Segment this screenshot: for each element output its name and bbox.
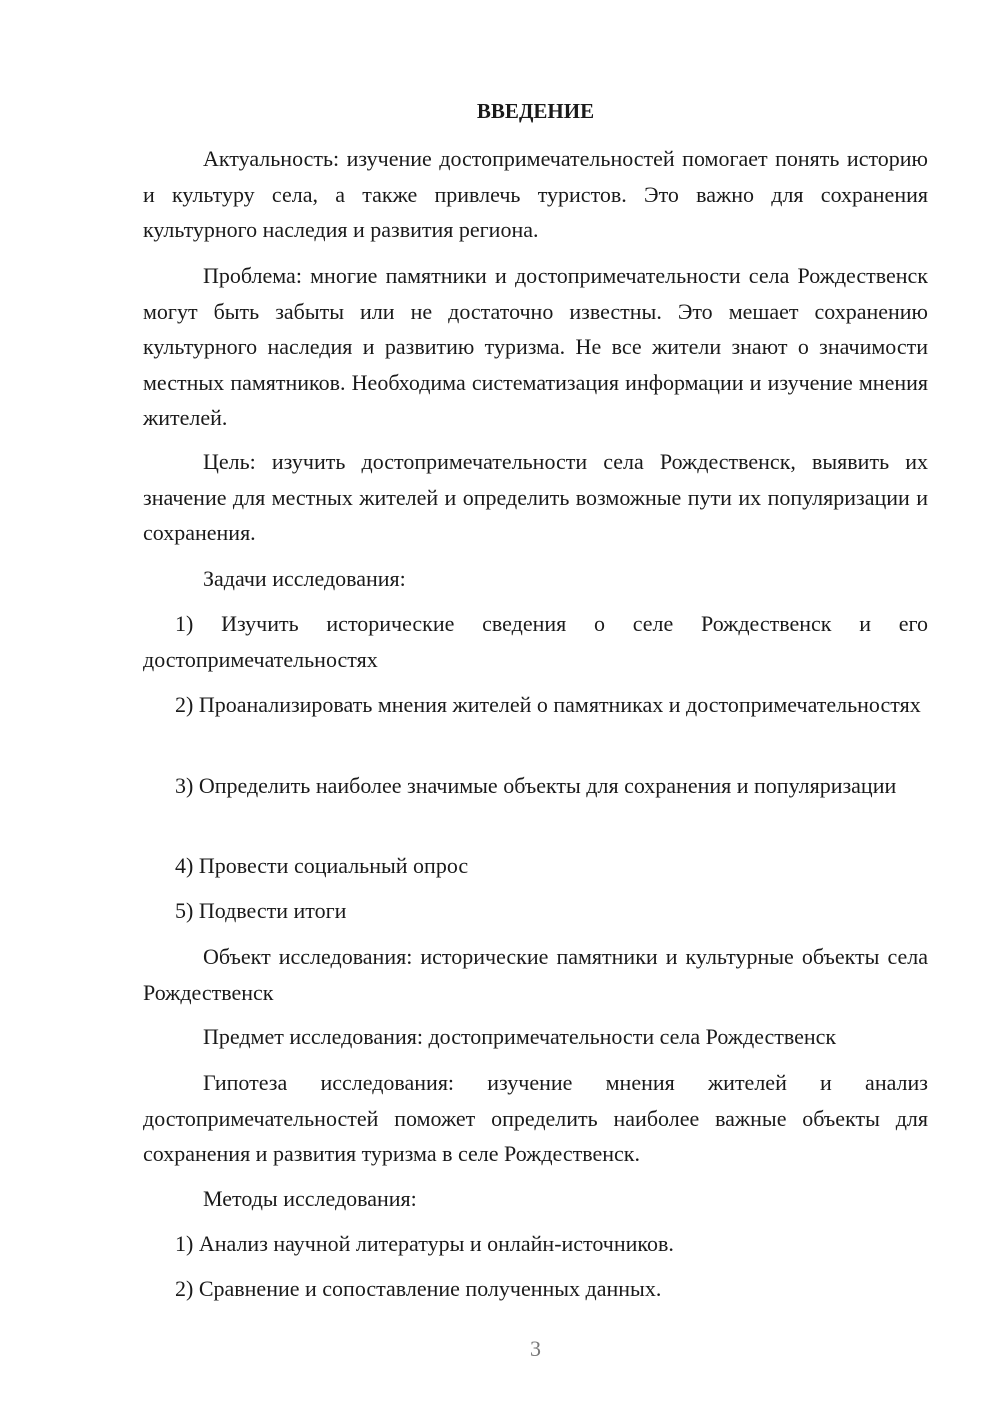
relevance-paragraph: Актуальность: изучение достопримечательностей помогает понять историю и культуру села, а также привлечь туристов. Это важно для сохранения культурного наследия и развития региона. bbox=[143, 146, 928, 242]
task-item-1: 1) Изучить исторические сведения о селе Рождественск и его достопримечательностях bbox=[143, 611, 928, 672]
task-item-2: 2) Проанализировать мнения жителей о памятниках и достопримечательностях bbox=[175, 692, 921, 717]
methods-heading: Методы исследования: bbox=[203, 1186, 417, 1211]
task-item-4: 4) Провести социальный опрос bbox=[175, 853, 469, 878]
method-item-2: 2) Сравнение и сопоставление полученных данных. bbox=[175, 1276, 662, 1301]
research-subject: Предмет исследования: достопримечательности села Рождественск bbox=[203, 1024, 837, 1049]
page-number: 3 bbox=[530, 1336, 541, 1361]
page-title: ВВЕДЕНИЕ bbox=[476, 99, 595, 123]
problem-paragraph: Проблема: многие памятники и достопримечательности села Рождественск могут быть забыты или не достаточно известны. Это мешает сохранению культурного наследия и развитию туризма. Не все жители знают о значимости местных памятников. Необходима систематизация информации и изучение мнения жителей. bbox=[143, 263, 928, 430]
tasks-heading: Задачи исследования: bbox=[203, 566, 406, 591]
goal-paragraph: Цель: изучить достопримечательности села Рождественск, выявить их значение для местных жителей и определить возможные пути их популяризации и сохранения. bbox=[143, 449, 928, 545]
task-item-5: 5) Подвести итоги bbox=[175, 898, 347, 923]
research-object: Объект исследования: исторические памятники и культурные объекты села Рождественск bbox=[143, 944, 928, 1005]
method-item-1: 1) Анализ научной литературы и онлайн-источников. bbox=[175, 1231, 674, 1256]
task-item-3: 3) Определить наиболее значимые объекты для сохранения и популяризации bbox=[175, 773, 897, 798]
research-hypothesis: Гипотеза исследования: изучение мнения жителей и анализ достопримечательностей поможет определить наиболее важные объекты для сохранения и развития туризма в селе Рождественск. bbox=[143, 1070, 928, 1166]
